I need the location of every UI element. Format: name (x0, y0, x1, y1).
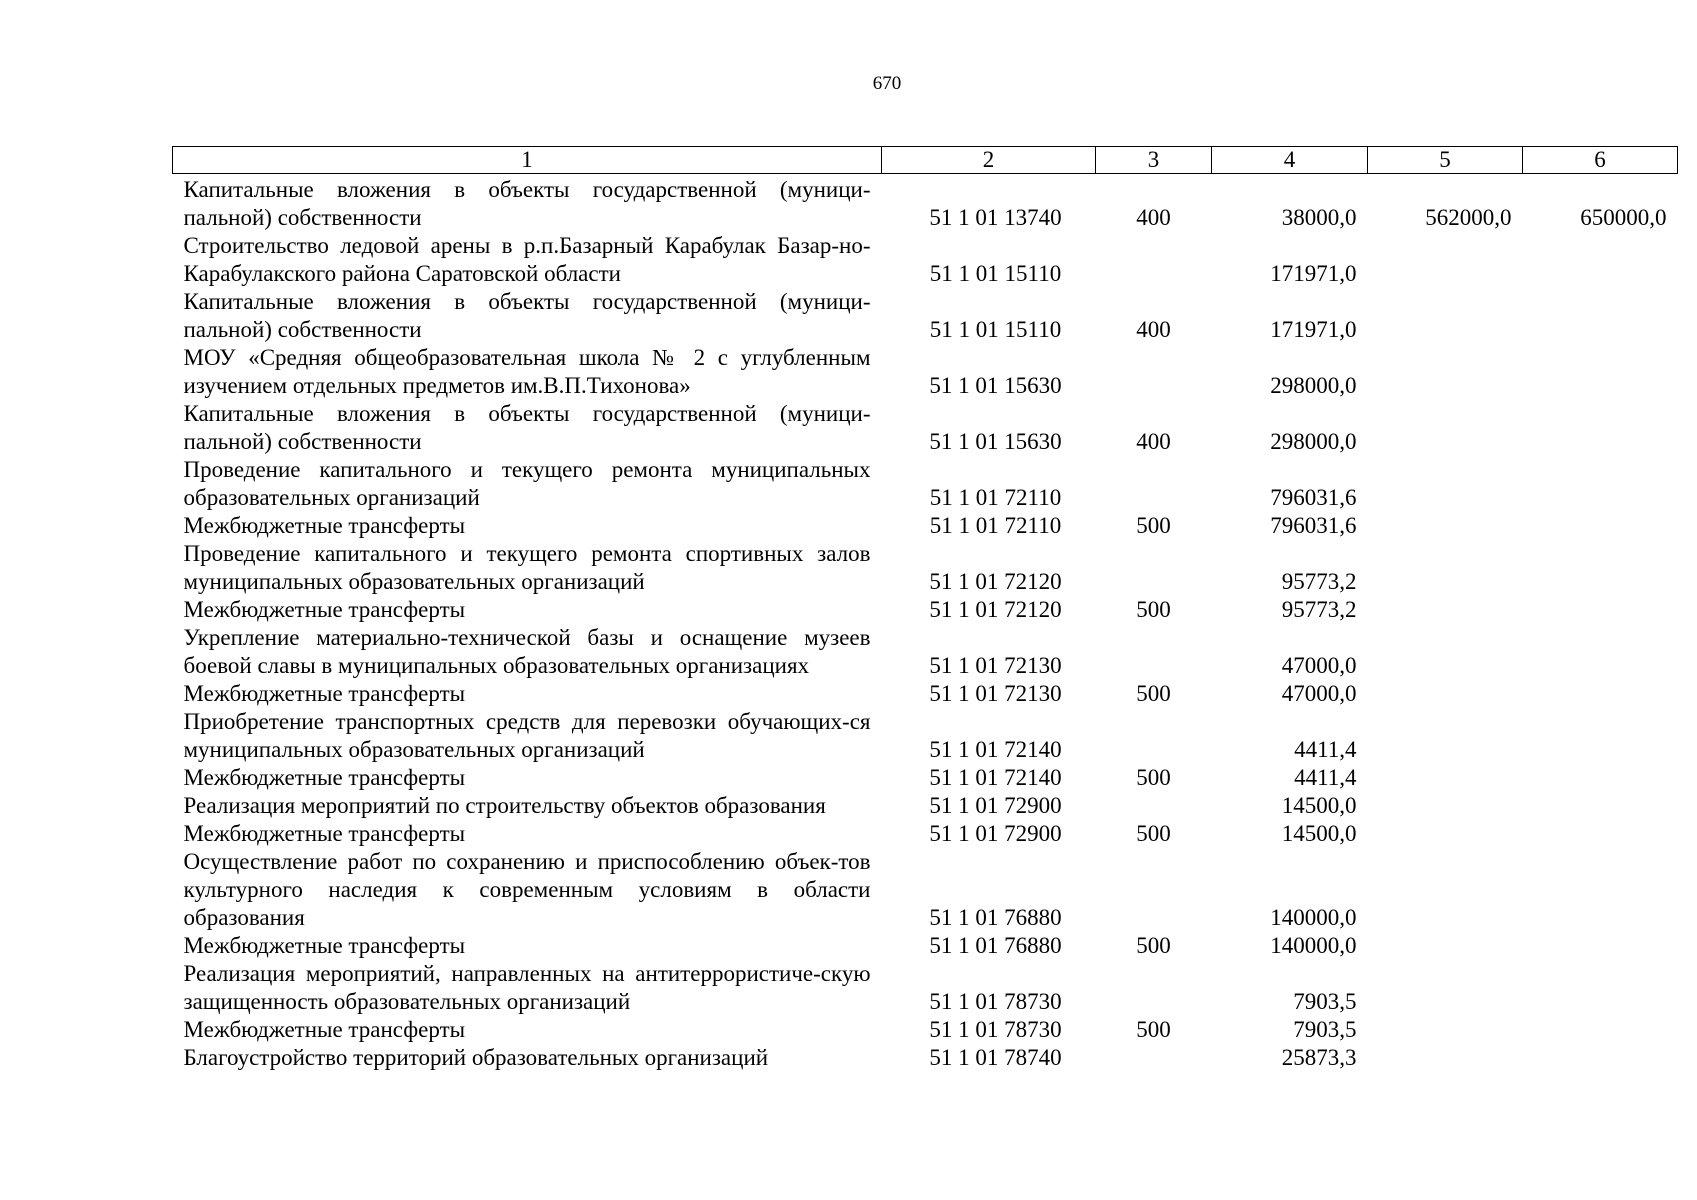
row-value-col6 (1523, 456, 1678, 512)
row-code-cell: 51 1 01 72110 (929, 485, 1062, 510)
row-name-cell: Капитальные вложения в объекты государственной (муници-пальной) собственности (183, 177, 871, 230)
row-code-cell: 51 1 01 78730 (929, 989, 1062, 1014)
row-name-cell: Проведение капитального и текущего ремонта муниципальных образовательных организаций (183, 457, 871, 510)
row-type-cell (1096, 456, 1212, 512)
row-value-col5 (1368, 400, 1523, 456)
row-value-col4: 38000,0 (1281, 205, 1357, 230)
row-name-cell: Приобретение транспортных средств для перевозки обучающих-ся муниципальных образовательных организаций (183, 709, 871, 762)
row-value-col6 (1523, 792, 1678, 820)
table-body (173, 174, 1678, 1073)
row-code-cell: 51 1 01 15630 (929, 429, 1062, 454)
row-value-col4: 796031,6 (1270, 485, 1357, 510)
row-code-cell: 51 1 01 78740 (929, 1045, 1062, 1070)
row-name-cell: Межбюджетные трансферты (183, 1017, 466, 1042)
row-value-col6: 650000,0 (1580, 205, 1667, 230)
row-code-cell: 51 1 01 72900 (929, 821, 1062, 846)
row-value-col4: 298000,0 (1270, 373, 1357, 398)
table-row (173, 932, 1678, 960)
table-row (173, 1044, 1678, 1072)
table-row (173, 540, 1678, 596)
row-name-cell: Межбюджетные трансферты (183, 821, 466, 846)
row-value-col6 (1523, 400, 1678, 456)
row-value-col4: 4411,4 (1294, 765, 1357, 790)
row-code-cell: 51 1 01 72120 (929, 597, 1062, 622)
table-row (173, 680, 1678, 708)
row-value-col5 (1368, 1044, 1523, 1072)
row-code-cell: 51 1 01 13740 (929, 205, 1062, 230)
column-header: 2 (882, 147, 1096, 174)
table-row (173, 288, 1678, 344)
table-row (173, 400, 1678, 456)
row-value-col5 (1368, 960, 1523, 1016)
row-type-cell (1096, 540, 1212, 596)
row-type-cell: 500 (1136, 933, 1171, 958)
row-value-col5 (1368, 708, 1523, 764)
table-row (173, 820, 1678, 848)
row-value-col5 (1368, 624, 1523, 680)
row-code-cell: 51 1 01 72120 (929, 569, 1062, 594)
row-value-col6 (1523, 960, 1678, 1016)
row-code-cell: 51 1 01 72900 (929, 793, 1062, 818)
row-value-col5 (1368, 848, 1523, 932)
row-name-cell: Проведение капитального и текущего ремонта спортивных залов муниципальных образовательных организаций (183, 541, 871, 594)
page-number: 670 (872, 73, 902, 94)
row-value-col4: 171971,0 (1270, 317, 1357, 342)
row-value-col5 (1368, 820, 1523, 848)
row-value-col6 (1523, 932, 1678, 960)
row-value-col6 (1523, 848, 1678, 932)
row-name-cell: Межбюджетные трансферты (183, 597, 466, 622)
budget-table (172, 146, 1678, 1072)
table-row (173, 960, 1678, 1016)
row-code-cell: 51 1 01 78730 (929, 1017, 1062, 1042)
row-name-cell: Капитальные вложения в объекты государственной (муници-пальной) собственности (183, 401, 871, 454)
row-value-col4: 95773,2 (1281, 569, 1357, 594)
table-row (173, 624, 1678, 680)
row-value-col5 (1368, 932, 1523, 960)
row-value-col5 (1368, 288, 1523, 344)
row-code-cell: 51 1 01 15110 (929, 261, 1062, 286)
column-header: 3 (1096, 147, 1212, 174)
row-type-cell: 400 (1136, 205, 1171, 230)
table-header-row (173, 147, 1678, 174)
row-value-col4: 7903,5 (1293, 1017, 1357, 1042)
row-value-col6 (1523, 344, 1678, 400)
row-value-col4: 7903,5 (1293, 989, 1357, 1014)
row-code-cell: 51 1 01 72140 (929, 737, 1062, 762)
row-name-cell: Строительство ледовой арены в р.п.Базарный Карабулак Базар-но-Карабулакского района Саратовской области (183, 233, 871, 286)
row-value-col5 (1368, 344, 1523, 400)
row-code-cell: 51 1 01 76880 (929, 933, 1062, 958)
table-row (173, 1016, 1678, 1044)
row-type-cell: 500 (1136, 821, 1171, 846)
table-row (173, 512, 1678, 540)
column-header: 1 (173, 147, 882, 174)
row-value-col4: 4411,4 (1294, 737, 1357, 762)
column-header: 5 (1368, 147, 1523, 174)
table-row (173, 848, 1678, 932)
row-value-col5 (1368, 232, 1523, 288)
row-name-cell: Реализация мероприятий, направленных на антитеррористиче-скую защищенность образовательных организаций (183, 961, 871, 1014)
row-value-col6 (1523, 596, 1678, 624)
row-type-cell: 500 (1136, 597, 1171, 622)
row-value-col6 (1523, 708, 1678, 764)
row-value-col6 (1523, 512, 1678, 540)
row-value-col6 (1523, 1016, 1678, 1044)
row-name-cell: Межбюджетные трансферты (183, 513, 466, 538)
row-name-cell: Осуществление работ по сохранению и приспособлению объек-тов культурного наследия к современным условиям в области образования (183, 849, 871, 930)
table-row (173, 344, 1678, 400)
row-type-cell (1096, 344, 1212, 400)
row-code-cell: 51 1 01 72130 (929, 681, 1062, 706)
row-value-col5 (1368, 680, 1523, 708)
row-type-cell: 400 (1136, 429, 1171, 454)
column-header: 4 (1212, 147, 1368, 174)
row-type-cell (1096, 232, 1212, 288)
row-value-col6 (1523, 232, 1678, 288)
row-type-cell: 500 (1136, 513, 1171, 538)
table-row (173, 596, 1678, 624)
row-type-cell (1096, 960, 1212, 1016)
table-row (173, 708, 1678, 764)
row-type-cell (1096, 792, 1212, 820)
row-name-cell: Капитальные вложения в объекты государственной (муници-пальной) собственности (183, 289, 871, 342)
row-name-cell: Реализация мероприятий по строительству объектов образования (183, 793, 826, 818)
row-value-col6 (1523, 540, 1678, 596)
row-value-col4: 95773,2 (1281, 597, 1357, 622)
row-value-col4: 47000,0 (1281, 681, 1357, 706)
row-code-cell: 51 1 01 15110 (929, 317, 1062, 342)
table-row (173, 174, 1678, 233)
row-value-col5: 562000,0 (1425, 205, 1512, 230)
table-row (173, 232, 1678, 288)
row-value-col5 (1368, 764, 1523, 792)
row-value-col4: 47000,0 (1281, 653, 1357, 678)
row-value-col4: 298000,0 (1270, 429, 1357, 454)
row-value-col6 (1523, 288, 1678, 344)
row-value-col4: 796031,6 (1270, 513, 1357, 538)
row-value-col5 (1368, 792, 1523, 820)
row-name-cell: Межбюджетные трансферты (183, 933, 466, 958)
row-value-col5 (1368, 596, 1523, 624)
row-value-col6 (1523, 624, 1678, 680)
row-value-col6 (1523, 1044, 1678, 1072)
row-value-col5 (1368, 540, 1523, 596)
row-value-col4: 14500,0 (1281, 793, 1357, 818)
column-header: 6 (1523, 147, 1678, 174)
row-value-col4: 171971,0 (1270, 261, 1357, 286)
row-code-cell: 51 1 01 72130 (929, 653, 1062, 678)
row-type-cell (1096, 848, 1212, 932)
row-value-col4: 14500,0 (1281, 821, 1357, 846)
row-type-cell (1096, 708, 1212, 764)
row-code-cell: 51 1 01 72110 (929, 513, 1062, 538)
row-name-cell: Благоустройство территорий образовательных организаций (183, 1045, 769, 1070)
row-name-cell: Укрепление материально-технической базы и оснащение музеев боевой славы в муниципальных образовательных организациях (183, 625, 871, 678)
row-value-col4: 140000,0 (1270, 933, 1357, 958)
table-row (173, 792, 1678, 820)
row-code-cell: 51 1 01 72140 (929, 765, 1062, 790)
row-code-cell: 51 1 01 15630 (929, 373, 1062, 398)
row-type-cell (1096, 1044, 1212, 1072)
row-name-cell: Межбюджетные трансферты (183, 681, 466, 706)
row-value-col5 (1368, 1016, 1523, 1044)
row-name-cell: МОУ «Средняя общеобразовательная школа № 2 с углубленным изучением отдельных предметов им.В.П.Тихонова» (183, 345, 871, 398)
row-value-col5 (1368, 456, 1523, 512)
row-value-col6 (1523, 820, 1678, 848)
row-name-cell: Межбюджетные трансферты (183, 765, 466, 790)
row-value-col6 (1523, 764, 1678, 792)
row-value-col5 (1368, 512, 1523, 540)
row-type-cell: 500 (1136, 681, 1171, 706)
row-type-cell: 500 (1136, 765, 1171, 790)
row-type-cell: 500 (1136, 1017, 1171, 1042)
table-row (173, 764, 1678, 792)
row-value-col6 (1523, 680, 1678, 708)
row-type-cell (1096, 624, 1212, 680)
row-code-cell: 51 1 01 76880 (929, 905, 1062, 930)
table-row (173, 456, 1678, 512)
row-value-col4: 25873,3 (1281, 1045, 1357, 1070)
row-type-cell: 400 (1136, 317, 1171, 342)
row-value-col4: 140000,0 (1270, 905, 1357, 930)
